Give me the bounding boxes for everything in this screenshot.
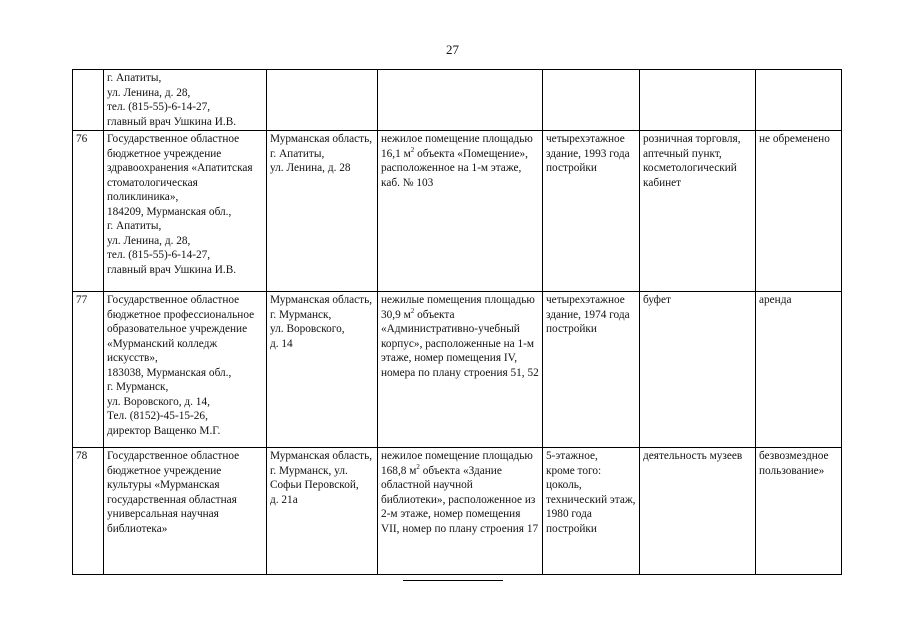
address-cell xyxy=(267,70,378,131)
object-description-text: объекта «Административно-учебный корпус», расположенные на 1-м этаже, номер помещения IV, номера по плану строения 51, 52 xyxy=(381,308,539,379)
row-number-cell: 77 xyxy=(73,292,104,448)
object-description-cell xyxy=(378,448,543,575)
rights-holder-cell: Государственное областное бюджетное профессиональное образовательное учреждение «Мурманский колледж искусств», 183038, Мурманская обл., г. Мурманск, ул. Воровского, д. 14, Тел. (8152)-45-15-26, директор Ващенко М.Г. xyxy=(104,292,267,448)
area-unit-superscript: 2 xyxy=(410,145,415,154)
object-description-text: объекта «Здание областной научной библиотеки», расположенное из 2-м этаже, номер помещения VII, номер по плану строения 17 xyxy=(381,464,539,535)
object-description-cell xyxy=(378,131,543,292)
table-body xyxy=(73,70,842,575)
rights-holder-cell: г. Апатиты, ул. Ленина, д. 28, тел. (815-55)-6-14-27, главный врач Ушкина И.В. xyxy=(104,70,267,131)
encumbrance-cell: не обременено xyxy=(756,131,842,292)
building-info-cell: четырехэтажное здание, 1993 года постройки xyxy=(543,131,640,292)
address-cell: Мурманская область, г. Мурманск, ул. Воровского, д. 14 xyxy=(267,292,378,448)
object-description-cell xyxy=(378,292,543,448)
purpose-cell: буфет xyxy=(640,292,756,448)
rights-holder-cell: Государственное областное бюджетное учреждение здравоохранения «Апатитская стоматологическая поликлиника», 184209, Мурманская обл., г. Апатиты, ул. Ленина, д. 28, тел. (815-55)-6-14-27, главный врач Ушкина И.В. xyxy=(104,131,267,292)
object-description-text: нежилое помещение площадью 16,1 м xyxy=(381,133,533,160)
area-unit-superscript: 2 xyxy=(416,462,420,471)
object-description-text: объекта «Помещение», расположенное на 1-м этаже, каб. № 103 xyxy=(381,147,528,189)
building-info-cell: 5-этажное, кроме того: цоколь, технический этаж, 1980 года постройки xyxy=(543,448,640,575)
page-number: 27 xyxy=(446,42,459,57)
address-cell: Мурманская область, г. Апатиты, ул. Ленина, д. 28 xyxy=(267,131,378,292)
row-number-cell: 78 xyxy=(73,448,104,575)
encumbrance-cell: безвозмездное пользование» xyxy=(756,448,842,575)
encumbrance-cell xyxy=(756,70,842,131)
purpose-cell: деятельность музеев xyxy=(640,448,756,575)
purpose-cell xyxy=(640,70,756,131)
table-row xyxy=(73,448,842,575)
object-description-text: нежилые помещения площадью 30,9 м xyxy=(381,294,535,321)
rights-holder-cell: Государственное областное бюджетное учреждение культуры «Мурманская государственная областная универсальная научная библиотека» xyxy=(104,448,267,575)
table-row xyxy=(73,131,842,292)
object-description-cell xyxy=(378,70,543,131)
object-description-text: нежилое помещение площадью 168,8 м xyxy=(381,450,533,477)
property-registry-table xyxy=(72,69,842,575)
building-info-cell xyxy=(543,70,640,131)
building-info-cell: четырехэтажное здание, 1974 года постройки xyxy=(543,292,640,448)
purpose-cell: розничная торговля, аптечный пункт, косметологический кабинет xyxy=(640,131,756,292)
table-row xyxy=(73,70,842,131)
row-number-cell xyxy=(73,70,104,131)
address-cell: Мурманская область, г. Мурманск, ул. Софьи Перовской, д. 21а xyxy=(267,448,378,575)
encumbrance-cell: аренда xyxy=(756,292,842,448)
closing-rule xyxy=(403,580,503,581)
table-row xyxy=(73,292,842,448)
area-unit-superscript: 2 xyxy=(410,306,415,315)
row-number-cell: 76 xyxy=(73,131,104,292)
